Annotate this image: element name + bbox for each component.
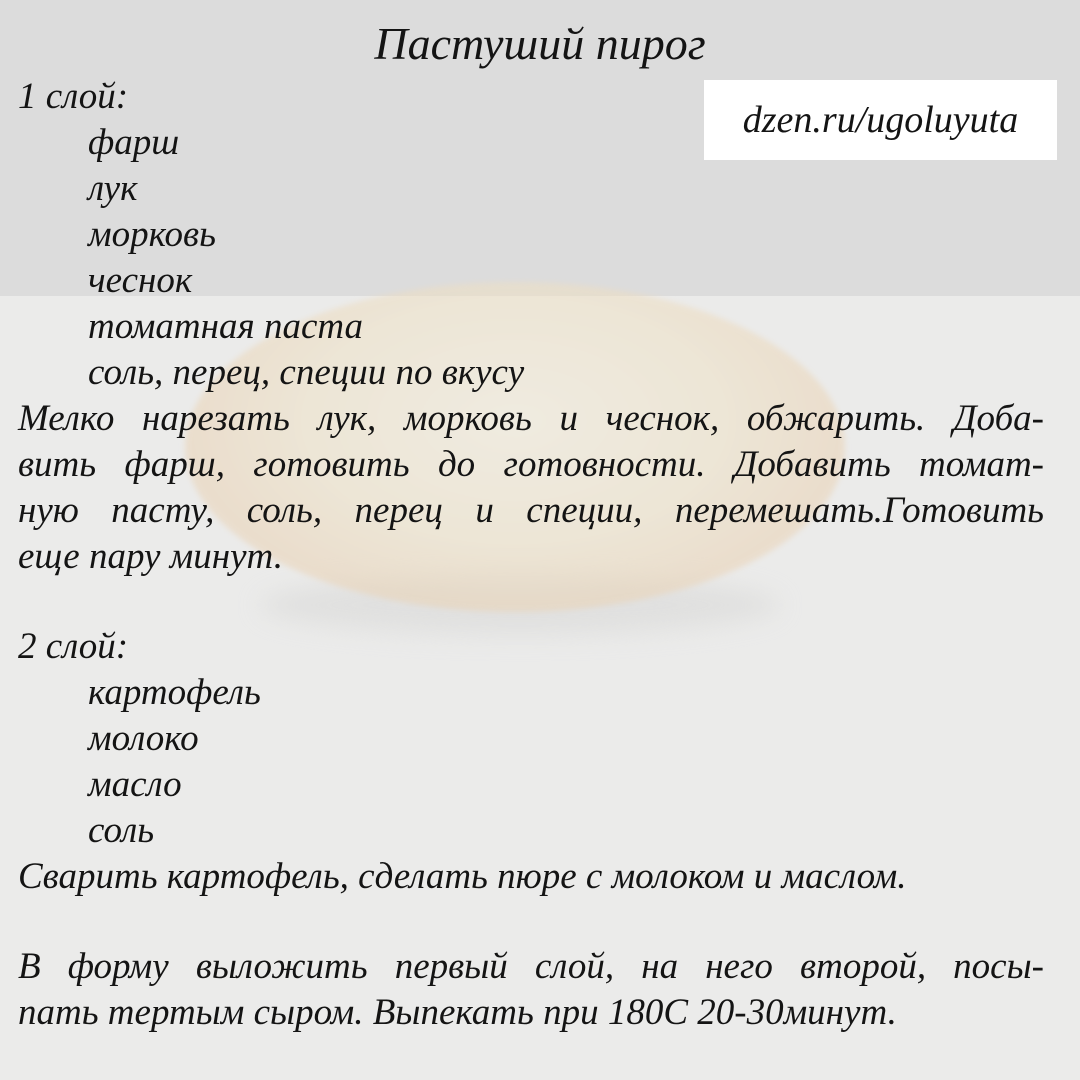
final-instruction-line: пать тертым сыром. Выпекать при 180С 20-30минут.	[18, 992, 897, 1033]
layer1-instruction-line: ную пасту, соль, перец и специи, перемешать.Готовить	[18, 490, 1044, 531]
final-instruction-line: В форму выложить первый слой, на него второй, посы-	[18, 946, 1044, 987]
layer2-ingredient: соль	[88, 810, 155, 851]
layer1-ingredient: соль, перец, специи по вкусу	[88, 352, 525, 393]
layer2-ingredient: масло	[88, 764, 182, 805]
layer1-ingredient: морковь	[88, 214, 216, 255]
layer2-instruction-line: Сварить картофель, сделать пюре с молоком и маслом.	[18, 856, 907, 897]
layer1-ingredient: фарш	[88, 122, 180, 163]
layer1-instruction-line: Мелко нарезать лук, морковь и чеснок, обжарить. Доба-	[18, 398, 1044, 439]
layer2-ingredient: картофель	[88, 672, 261, 713]
layer1-ingredient: чеснок	[88, 260, 193, 301]
recipe-title: Пастуший пирог	[374, 18, 706, 69]
layer2-ingredient: молоко	[88, 718, 199, 759]
layer1-instruction-line: еще пару минут.	[18, 536, 283, 577]
layer2-heading: 2 слой:	[18, 626, 129, 667]
layer1-instruction-line: вить фарш, готовить до готовности. Добавить томат-	[18, 444, 1044, 485]
layer1-ingredient: лук	[88, 168, 138, 209]
layer1-ingredient: томатная паста	[88, 306, 364, 347]
layer1-heading: 1 слой:	[18, 76, 129, 117]
watermark-label: dzen.ru/ugoluyuta	[704, 80, 1057, 160]
